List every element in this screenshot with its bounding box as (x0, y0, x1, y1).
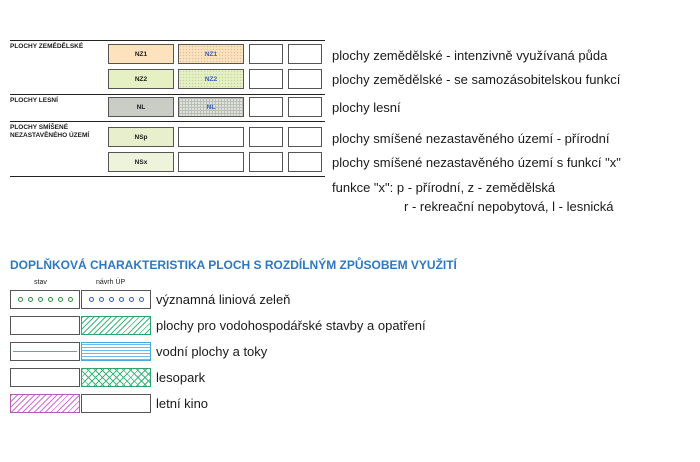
swatch-nsp-navrh (178, 127, 244, 147)
pattern-green-circles (10, 290, 80, 309)
circle-row (82, 291, 150, 308)
pattern-green-hatch (81, 316, 151, 335)
function-note-line2: r - rekreační nepobytová, l - lesnická (404, 199, 614, 214)
description-nl: plochy lesní (332, 100, 401, 115)
legend-desc-liniova-zelen: významná liniová zeleň (156, 292, 291, 307)
swatch-nsx-stav: NSx (108, 152, 174, 172)
swatch-empty (249, 97, 283, 117)
swatch-empty (288, 152, 322, 172)
row-divider (10, 121, 325, 122)
swatch-nl-stav: NL (108, 97, 174, 117)
swatch-nz1-navrh: NZ1 (178, 44, 244, 64)
swatch-empty (288, 44, 322, 64)
category-label-line: PLOCHY SMÍŠENÉ (10, 124, 69, 131)
swatch-nsx-navrh (178, 152, 244, 172)
circle-row (11, 291, 79, 308)
pattern-blue-line (10, 342, 80, 361)
swatch-nz2-navrh: NZ2 (178, 69, 244, 89)
swatch-nsp-stav: NSp (108, 127, 174, 147)
pattern-empty (10, 368, 80, 387)
swatch-nz2-stav: NZ2 (108, 69, 174, 89)
legend-desc-letni-kino: letní kino (156, 396, 209, 411)
swatch-nl-navrh: NL (178, 97, 244, 117)
description-nz1: plochy zemědělské - intenzivně využívaná půda (332, 48, 608, 63)
pattern-pink-hatch (10, 394, 80, 413)
swatch-empty (249, 152, 283, 172)
category-label-zemedelske: PLOCHY ZEMĚDĚLSKÉ (10, 43, 84, 50)
column-header-navrh: návrh ÚP (96, 279, 126, 286)
description-nz2: plochy zemědělské - se samozásobitelskou funkcí (332, 72, 621, 87)
swatch-empty (288, 127, 322, 147)
swatch-empty (288, 69, 322, 89)
row-divider (10, 94, 325, 95)
function-note-line1: funkce "x": p - přírodní, z - zemědělská (332, 180, 556, 195)
pattern-green-crosshatch (81, 368, 151, 387)
water-line (13, 351, 77, 352)
row-divider (10, 40, 325, 41)
category-label-lesni: PLOCHY LESNÍ (10, 97, 58, 104)
swatch-empty (249, 44, 283, 64)
category-label-line: NEZASTAVĚNÉHO ÚZEMÍ (10, 132, 90, 139)
swatch-nz1-stav: NZ1 (108, 44, 174, 64)
category-label-smisene (10, 124, 89, 140)
description-nsx: plochy smíšené nezastavěného území s funkcí "x" (332, 155, 621, 170)
swatch-empty (288, 97, 322, 117)
pattern-blue-circles (81, 290, 151, 309)
description-nsp: plochy smíšené nezastavěného území - přírodní (332, 131, 610, 146)
legend-desc-vodohospodarske: plochy pro vodohospodářské stavby a opatření (156, 318, 426, 333)
column-header-stav: stav (34, 279, 47, 286)
section-title: DOPLŇKOVÁ CHARAKTERISTIKA PLOCH S ROZDÍLNÝM ZPŮSOBEM VYUŽITÍ (10, 258, 457, 272)
pattern-empty (10, 316, 80, 335)
pattern-empty (81, 394, 151, 413)
swatch-empty (249, 127, 283, 147)
legend-desc-lesopark: lesopark (156, 370, 206, 385)
swatch-empty (249, 69, 283, 89)
legend-desc-vodni-plochy: vodní plochy a toky (156, 344, 268, 359)
pattern-blue-stripes (81, 342, 151, 361)
row-divider (10, 176, 325, 177)
